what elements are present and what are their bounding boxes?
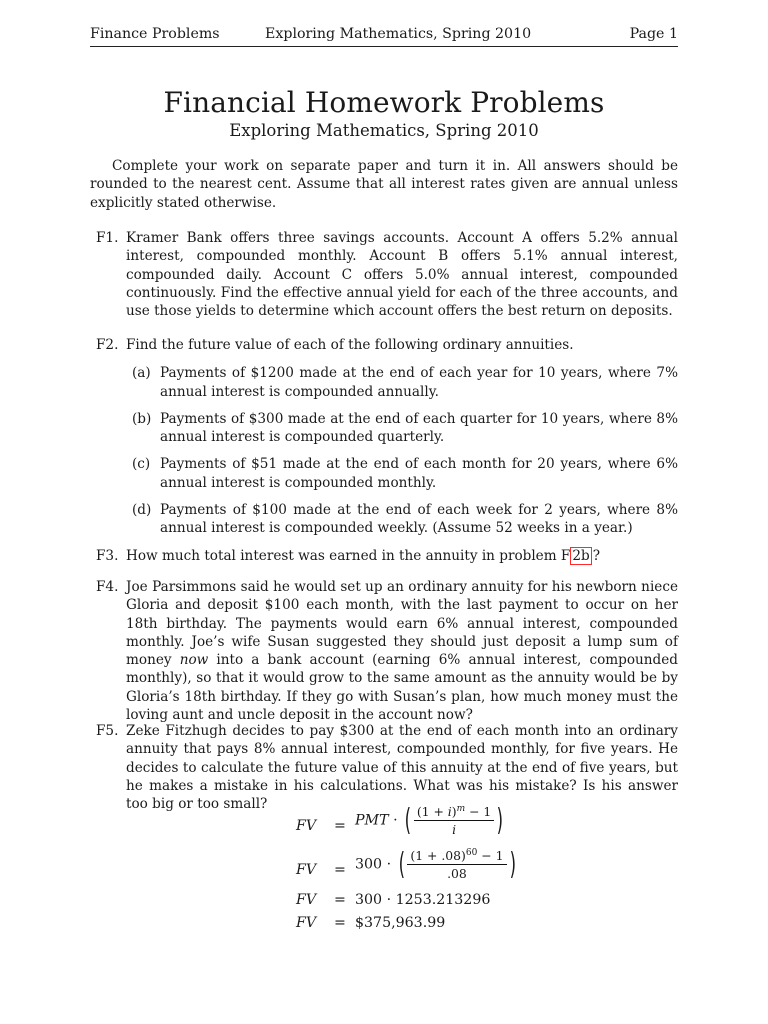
subproblem-text: Payments of $300 made at the end of each quarter for 10 years, where 8% annual interest is compounded quarterly. <box>160 410 678 446</box>
subproblem-label: (d) <box>132 502 152 519</box>
numerator-exponent: m <box>456 804 466 814</box>
header-page-number: Page 1 <box>629 26 678 42</box>
equals-sign: = <box>334 915 346 931</box>
fraction <box>414 804 495 837</box>
problem-text-end: ? <box>592 548 601 564</box>
left-paren: ( <box>398 846 405 882</box>
numerator-variable: i <box>447 804 452 820</box>
left-paren: ( <box>404 802 412 838</box>
subproblem-label: (c) <box>132 456 151 473</box>
fraction <box>407 848 506 881</box>
problem-f1 <box>96 229 678 320</box>
subproblem-d <box>132 501 678 538</box>
problem-label: F2. <box>96 337 119 353</box>
fraction-denominator: i <box>452 822 457 838</box>
equation-rhs <box>355 848 518 881</box>
problem-text <box>126 547 678 565</box>
problem-label: F1. <box>96 230 119 246</box>
numerator-base: (1 + <box>416 804 448 820</box>
coefficient: 300 <box>355 856 383 873</box>
equation-lhs: FV <box>296 892 317 908</box>
problem-text-end: into a bank account (earning 6% annual interest, compounded monthly), so that it would grow to the same amount as the annuity would be by Gloria’s 18th birthday. If they go with Susan’s plan, how much money must the loving aunt and uncle deposit in the account now? <box>126 652 679 724</box>
equation-rhs <box>355 804 506 837</box>
multiply-dot: · <box>393 812 398 829</box>
problem-f4 <box>96 578 678 724</box>
numerator-base: (1 + .08) <box>410 848 466 864</box>
problem-text: Zeke Fitzhugh decides to pay $300 at the end of each month into an ordinary annuity that pays 8% annual interest, compounded monthly, for five years. He decides to calculate the future value of this annuity at the end of five years, but he makes a mistake in his calculations. What was his mistake? Is his answer too big or too small? <box>126 723 678 813</box>
equation-rhs: $375,963.99 <box>355 915 446 931</box>
pmt-symbol: PMT <box>355 812 389 829</box>
emphasized-word: now <box>179 652 209 669</box>
problem-f2 <box>96 336 678 538</box>
problem-text <box>126 578 678 724</box>
subproblem-text: Payments of $1200 made at the end of each year for 10 years, where 7% annual interest is compounded annually. <box>160 365 678 400</box>
page-subtitle: Exploring Mathematics, Spring 2010 <box>229 121 539 140</box>
equation-lhs: FV <box>296 862 317 878</box>
subproblem-text: Payments of $51 made at the end of each month for 20 years, where 6% annual interest is compounded monthly. <box>160 456 678 491</box>
problem-f5 <box>96 722 678 813</box>
problem-text-start: How much total interest was earned in the annuity in problem F <box>126 548 571 564</box>
subproblem-b <box>132 410 678 447</box>
problem-label: F4. <box>96 579 119 595</box>
equals-sign: = <box>334 818 346 834</box>
subproblem-a <box>132 364 678 401</box>
subproblem-text: Payments of $100 made at the end of each week for 2 years, where 8% annual interest is compounded weekly. (Assume 52 weeks in a year.) <box>160 502 678 537</box>
fraction-numerator <box>407 848 506 865</box>
equation-lhs: FV <box>296 915 317 931</box>
right-paren: ) <box>509 846 516 882</box>
problem-f3 <box>96 547 678 565</box>
fraction-denominator: .08 <box>447 866 467 882</box>
right-paren: ) <box>496 802 504 838</box>
fraction-numerator <box>414 804 495 821</box>
multiply-dot: · <box>386 856 392 873</box>
equals-sign: = <box>334 862 346 878</box>
problem-text: Find the future value of each of the following ordinary annuities. <box>126 337 574 353</box>
subproblem-c <box>132 455 678 492</box>
problem-reference-link[interactable]: 2b <box>572 548 590 564</box>
problem-text-start: Joe Parsimmons said he would set up an ordinary annuity for his newborn niece Gloria and deposit $100 each month, with the last payment to occur on her 18th birthday. The payments would earn 6% annual interest, compounded monthly. Joe’s wife Susan suggested they should just deposit a lump sum of money <box>126 579 678 669</box>
numerator-tail: − 1 <box>465 804 492 820</box>
problem-label: F5. <box>96 723 119 739</box>
running-header <box>90 24 678 47</box>
instructions-paragraph: Complete your work on separate paper and turn it in. All answers should be rounded to the nearest cent. Assume that all interest rates given are annual unless explicitly stated otherwise. <box>90 158 678 211</box>
equals-sign: = <box>334 892 346 908</box>
header-course: Finance Problems <box>90 26 220 42</box>
header-term: Exploring Mathematics, Spring 2010 <box>265 26 532 42</box>
numerator-tail: − 1 <box>477 848 504 864</box>
subproblem-label: (a) <box>132 365 151 382</box>
numerator-close: ) <box>451 804 457 820</box>
problem-label: F3. <box>96 548 119 564</box>
subproblem-label: (b) <box>132 410 152 427</box>
numerator-exponent: 60 <box>465 848 478 858</box>
problem-text: Kramer Bank offers three savings accounts. Account A offers 5.2% annual interest, compounded monthly. Account B offers 5.1% annual interest, compounded daily. Account C offers 5.0% annual interest, compounded continuously. Find the effective annual yield for each of the three accounts, and use those yields to determine which account offers the best return on deposits. <box>126 230 678 320</box>
equation-lhs: FV <box>296 818 317 834</box>
equation-rhs: 300 · 1253.213296 <box>355 892 491 908</box>
page-title: Financial Homework Problems <box>163 86 605 119</box>
